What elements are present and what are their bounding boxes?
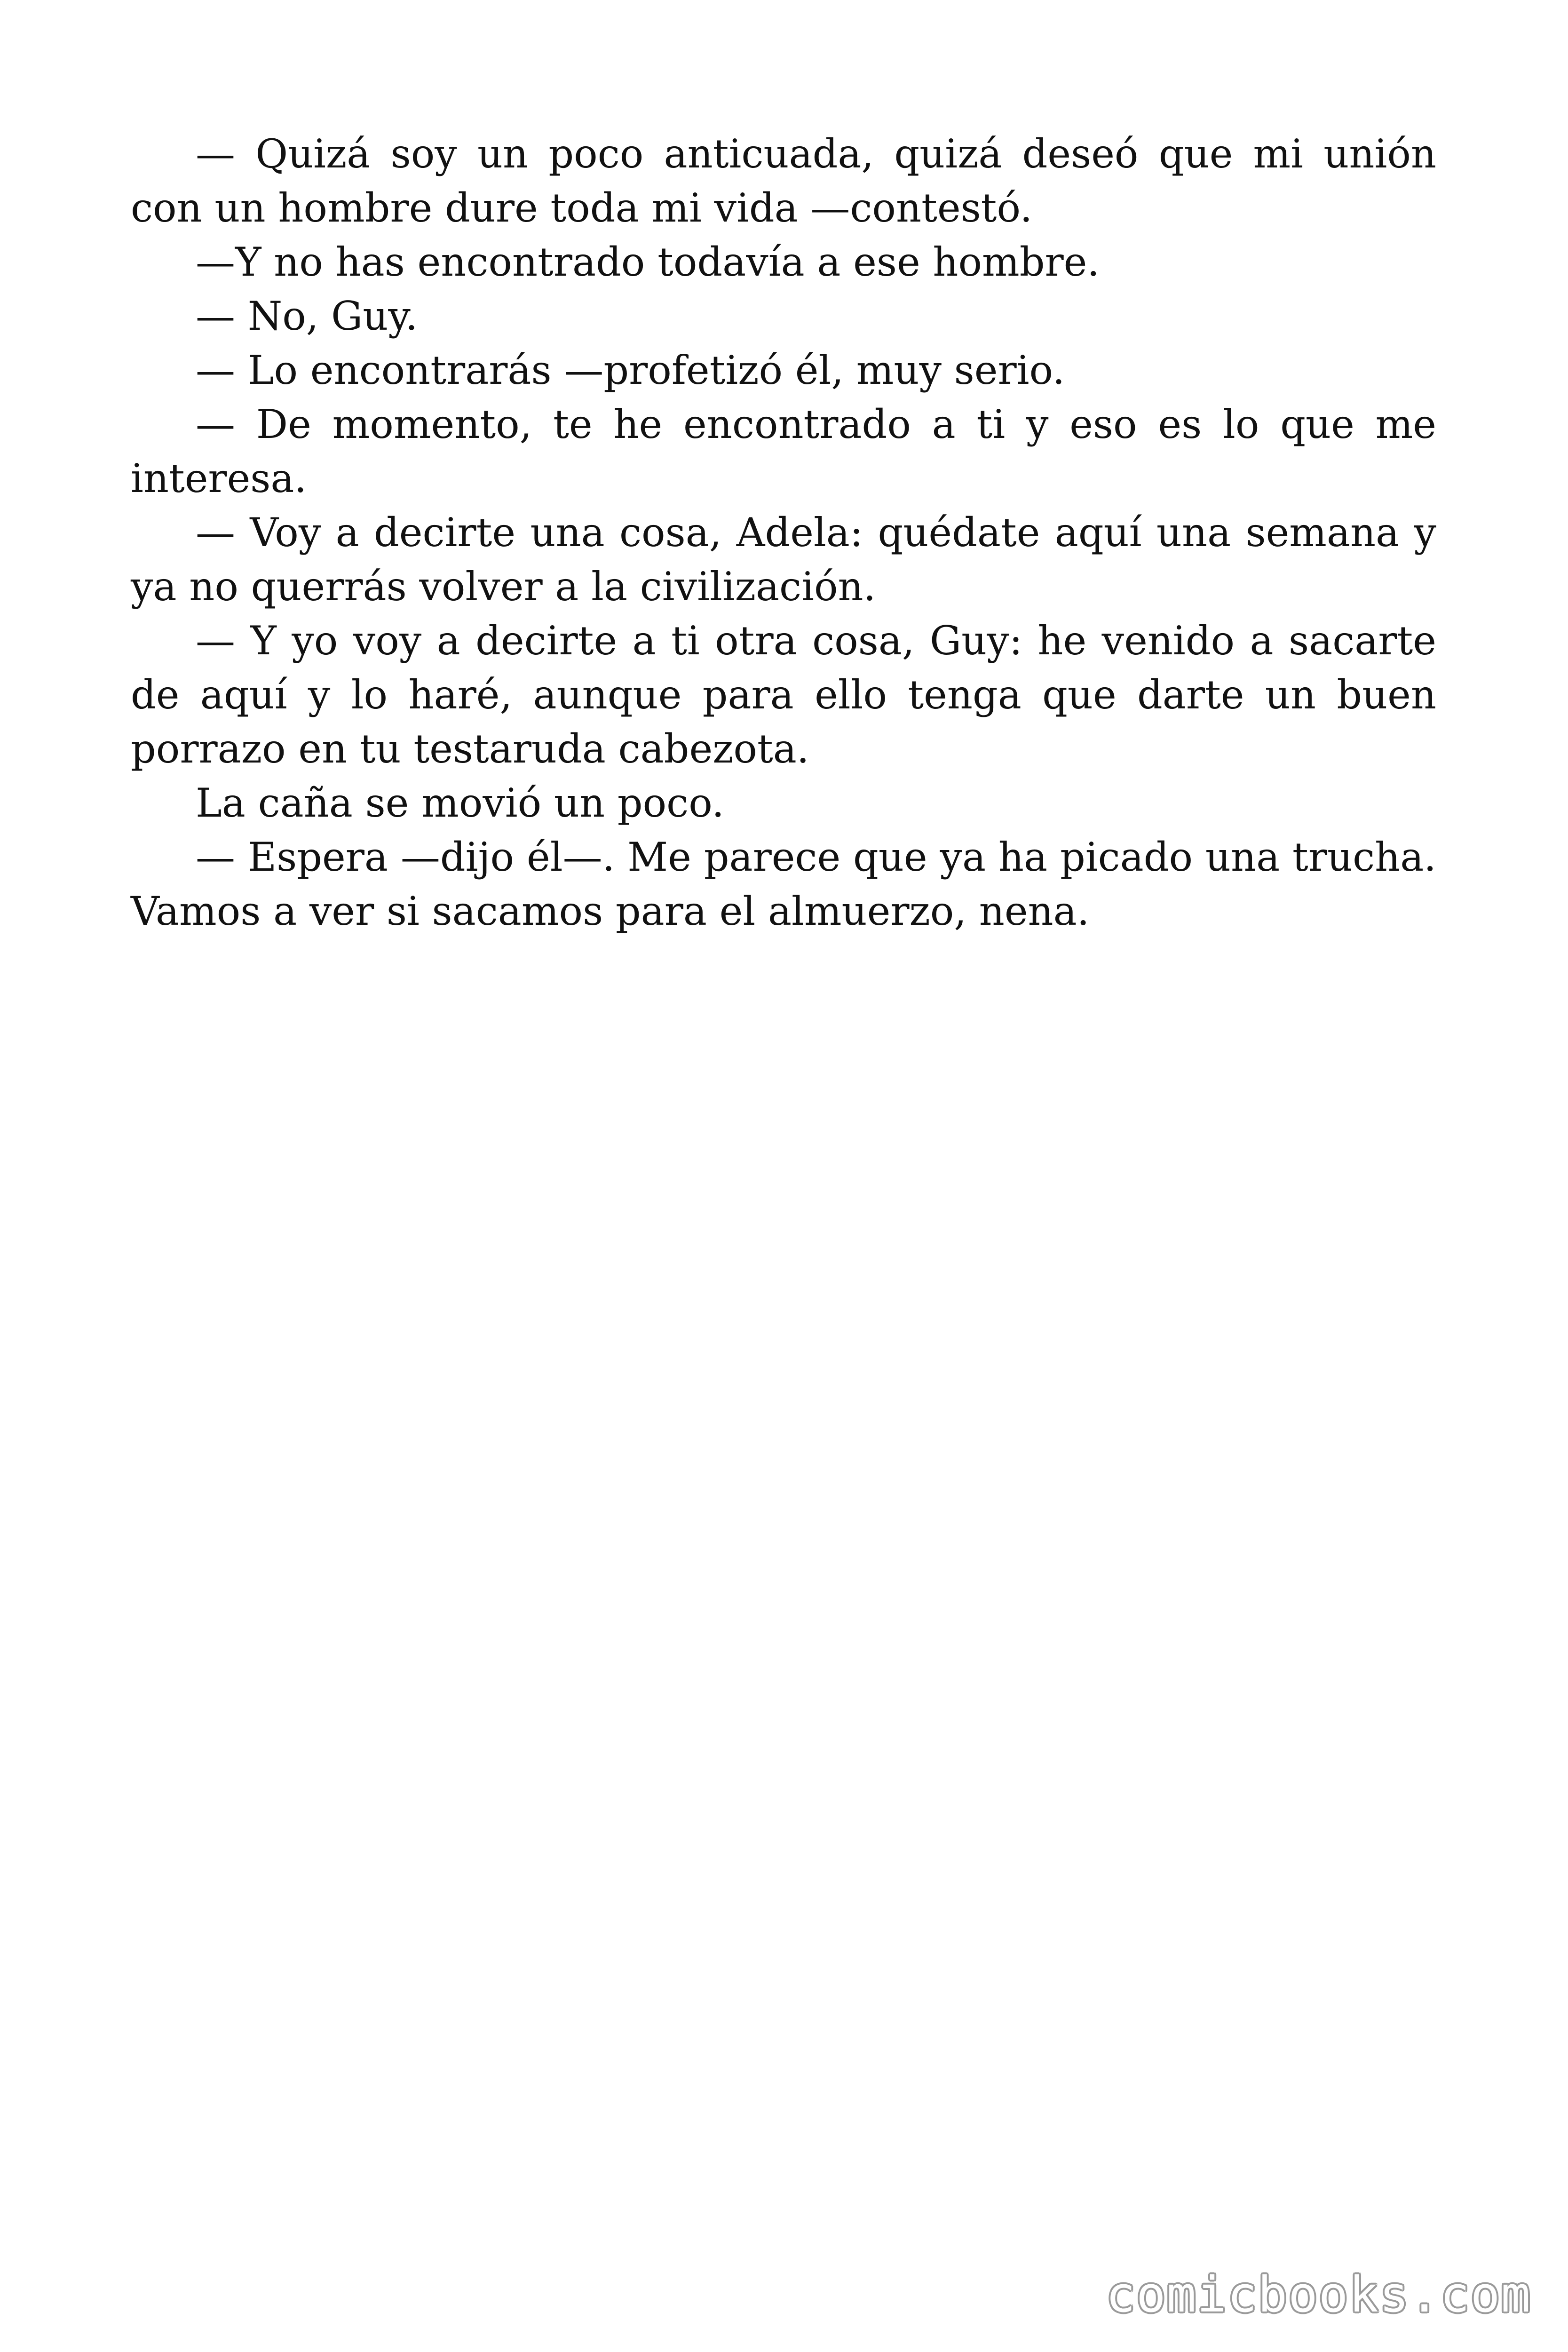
paragraph: — De momento, te he encontrado a ti y eso es lo que me interesa. [131,401,1436,501]
paragraph: — Y yo voy a decirte a ti otra cosa, Guy: he venido a sacarte de aquí y lo haré, aunque para ello tenga que darte un buen porrazo en tu testaruda cabezota. [131,618,1436,772]
paragraph: La caña se movió un poco. [196,780,724,826]
paragraph: — Voy a decirte una cosa, Adela: quédate aquí una semana y ya no querrás volver a la civilización. [131,509,1436,610]
body-text [131,127,1436,938]
paragraph: —Y no has encontrado todavía a ese hombre. [196,239,1100,285]
paragraph: — No, Guy. [196,293,418,339]
watermark: comicbooks.com [1106,2266,1531,2323]
paragraph: — Espera —dijo él—. Me parece que ya ha picado una trucha. Vamos a ver si sacamos para el almuerzo, nena. [131,834,1436,934]
paragraph: — Quizá soy un poco anticuada, quizá deseó que mi unión con un hombre dure toda mi vida —contestó. [131,131,1436,231]
paragraph: — Lo encontrarás —profetizó él, muy serio. [196,347,1065,393]
